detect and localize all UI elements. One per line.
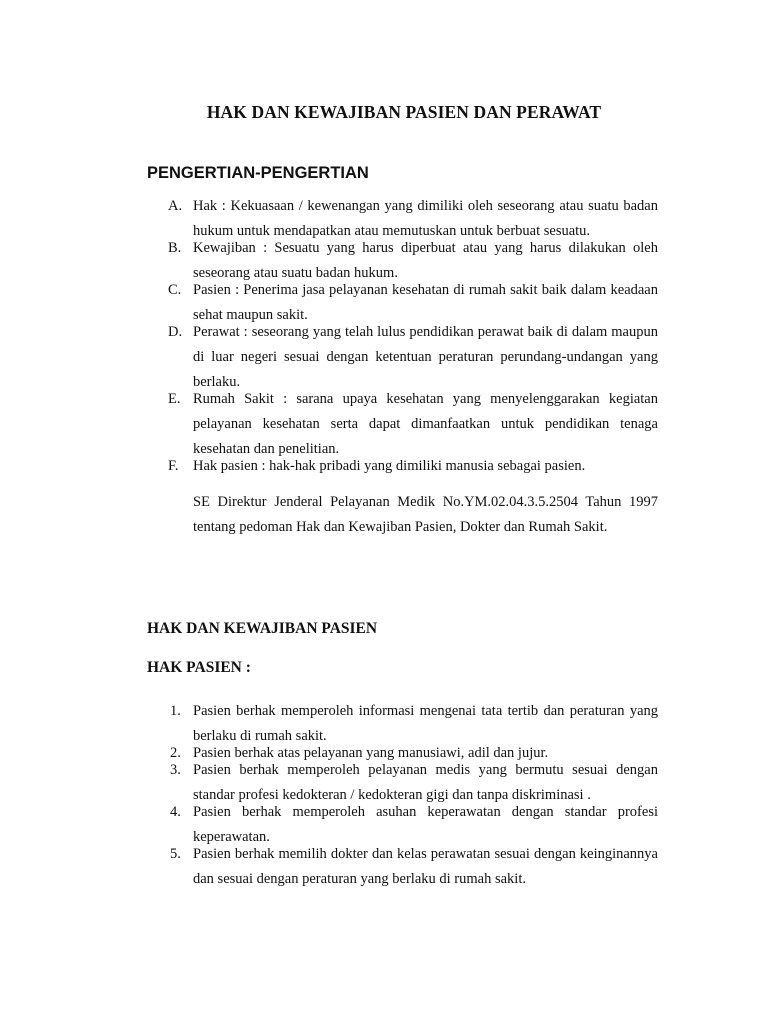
list-marker: C.	[168, 282, 182, 298]
list-marker: E.	[168, 391, 181, 407]
list-item-text: Pasien berhak memperoleh asuhan keperawatan dengan standar profesi keperawatan.	[193, 804, 658, 845]
list-item-text: Perawat : seseorang yang telah lulus pendidikan perawat baik di dalam maupun di luar negeri sesuai dengan ketentuan peraturan perundang-undangan yang berlaku.	[193, 324, 658, 390]
reference-note: SE Direktur Jenderal Pelayanan Medik No.YM.02.04.3.5.2504 Tahun 1997 tentang pedoman Hak dan Kewajiban Pasien, Dokter dan Rumah Sakit.	[193, 494, 658, 535]
subsection-heading: HAK PASIEN :	[147, 659, 251, 676]
list-item-text: Pasien berhak memilih dokter dan kelas perawatan sesuai dengan keinginannya dan sesuai dengan peraturan yang berlaku di rumah sakit.	[193, 846, 658, 887]
list-marker: A.	[168, 198, 183, 214]
list-marker: B.	[168, 240, 182, 256]
list-item-text: Pasien berhak memperoleh informasi mengenai tata tertib dan peraturan yang berlaku di rumah sakit.	[193, 703, 658, 744]
definitions-heading: PENGERTIAN-PENGERTIAN	[147, 164, 369, 182]
document-title: HAK DAN KEWAJIBAN PASIEN DAN PERAWAT	[206, 102, 602, 122]
definitions-list	[0, 194, 768, 479]
list-item-text: Pasien berhak memperoleh pelayanan medis yang bermutu sesuai dengan standar profesi kedokteran / kedokteran gigi dan tanpa diskriminasi .	[193, 762, 658, 803]
list-item	[0, 842, 768, 892]
list-marker: F.	[168, 458, 179, 474]
list-marker: 5.	[170, 846, 181, 862]
list-marker: 4.	[170, 804, 181, 820]
list-item	[0, 320, 768, 395]
patient-rights-list	[0, 699, 768, 892]
list-item	[0, 454, 768, 479]
list-item-text: Kewajiban : Sesuatu yang harus diperbuat atau yang harus dilakukan oleh seseorang atau suatu badan hukum.	[193, 240, 658, 281]
list-item-text: Rumah Sakit : sarana upaya kesehatan yang menyelenggarakan kegiatan pelayanan kesehatan serta dapat dimanfaatkan untuk pendidikan tenaga kesehatan dan penelitian.	[193, 391, 658, 457]
list-marker: 3.	[170, 762, 181, 778]
list-item-text: Hak pasien : hak-hak pribadi yang dimiliki manusia sebagai pasien.	[193, 458, 586, 474]
list-item	[0, 387, 768, 462]
list-item-text: Pasien : Penerima jasa pelayanan kesehatan di rumah sakit baik dalam keadaan sehat maupun sakit.	[193, 282, 658, 323]
section-heading: HAK DAN KEWAJIBAN PASIEN	[147, 620, 378, 637]
list-item-text: Pasien berhak atas pelayanan yang manusiawi, adil dan jujur.	[193, 745, 549, 761]
list-marker: 1.	[170, 703, 181, 719]
list-item-text: Hak : Kekuasaan / kewenangan yang dimiliki oleh seseorang atau suatu badan hukum untuk mendapatkan atau memutuskan untuk berbuat sesuatu.	[193, 198, 658, 239]
list-marker: D.	[168, 324, 183, 340]
list-marker: 2.	[170, 745, 181, 761]
